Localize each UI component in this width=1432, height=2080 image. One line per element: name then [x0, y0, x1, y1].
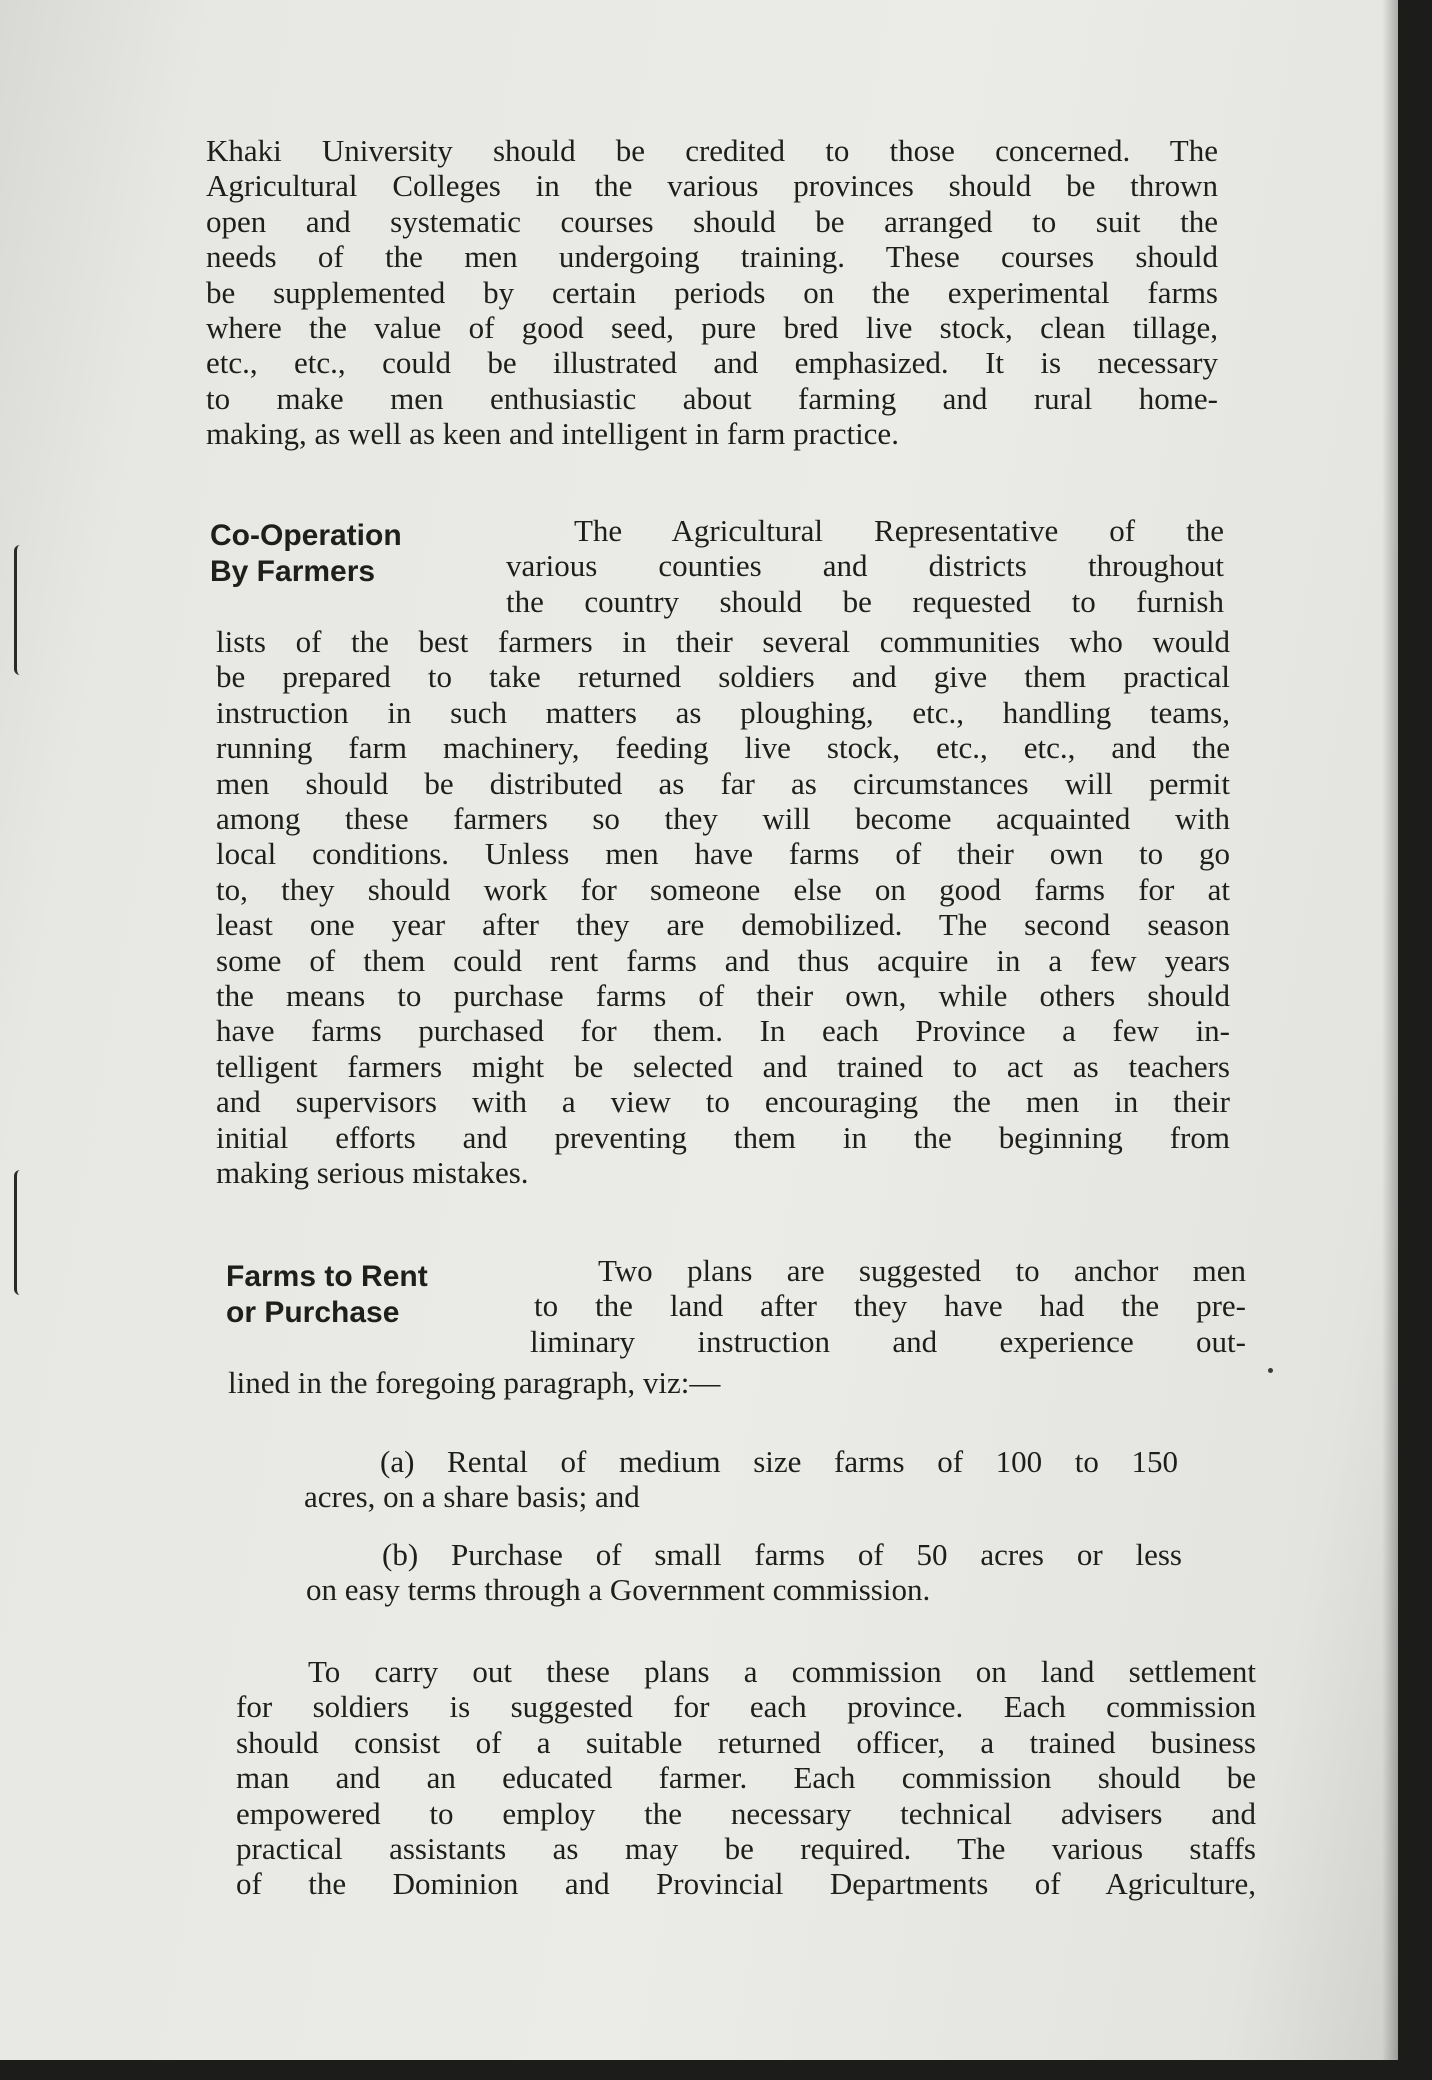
- text-line: local conditions. Unless men have farms of their own to go: [216, 836, 1230, 872]
- text-line: acres, on a share basis; and: [304, 1479, 640, 1515]
- text-line: Agricultural Colleges in the various provinces should be thrown: [206, 168, 1218, 204]
- text-line: empowered to employ the necessary technical advisers and: [236, 1795, 1256, 1831]
- text-line: to the land after they have had the pre-: [534, 1288, 1246, 1324]
- text-line: The Agricultural Representative of the: [574, 513, 1224, 548]
- text-line: of the Dominion and Provincial Departments of Agriculture,: [236, 1866, 1256, 1902]
- text-line: on easy terms through a Government commission.: [306, 1572, 931, 1608]
- binding-mark-bottom: [14, 1170, 27, 1295]
- text-line: be supplemented by certain periods on the experimental farms: [206, 274, 1218, 310]
- text-line: telligent farmers might be selected and trained to act as teachers: [216, 1048, 1230, 1084]
- text-line: where the value of good seed, pure bred live stock, clean tillage,: [206, 310, 1218, 346]
- text-line: liminary instruction and experience out-: [530, 1323, 1246, 1359]
- text-line: Two plans are suggested to anchor men: [598, 1253, 1246, 1288]
- text-line: running farm machinery, feeding live stock, etc., etc., and the: [216, 730, 1230, 766]
- text-line: etc., etc., could be illustrated and emphasized. It is necessary: [206, 345, 1218, 381]
- cooperation-indented-text: [506, 513, 1224, 619]
- text-line: (a) Rental of medium size farms of 100 to 150: [380, 1444, 1178, 1479]
- cooperation-paragraph: [216, 624, 1230, 1191]
- heading-line: Farms to Rent: [226, 1260, 428, 1293]
- text-line: various counties and districts throughout: [506, 548, 1224, 584]
- plan-a: [304, 1444, 1178, 1515]
- intro-paragraph: [206, 133, 1218, 452]
- farms-indented-text: [500, 1253, 1246, 1359]
- text-line: men should be distributed as far as circumstances will permit: [216, 765, 1230, 801]
- binding-mark-top: [14, 545, 27, 675]
- text-line: and supervisors with a view to encouraging the men in their: [216, 1084, 1230, 1120]
- section-heading-farms: [226, 1259, 428, 1331]
- text-line: Khaki University should be credited to those concerned. The: [206, 133, 1218, 168]
- text-line: To carry out these plans a commission on land settlement: [308, 1654, 1256, 1689]
- text-line: practical assistants as may be required. The various staffs: [236, 1831, 1256, 1867]
- farms-paragraph: [228, 1365, 1128, 1400]
- text-line: making, as well as keen and intelligent in farm practice.: [206, 416, 899, 452]
- speck-right: [1268, 1368, 1273, 1373]
- text-line: some of them could rent farms and thus acquire in a few years: [216, 942, 1230, 978]
- text-line: the country should be requested to furnish: [506, 583, 1224, 619]
- text-line: needs of the men undergoing training. These courses should: [206, 239, 1218, 275]
- text-line: lined in the foregoing paragraph, viz:—: [228, 1365, 721, 1400]
- page-edge-shadow: [1382, 0, 1398, 2060]
- text-line: have farms purchased for them. In each Province a few in-: [216, 1013, 1230, 1049]
- text-line: the means to purchase farms of their own, while others should: [216, 978, 1230, 1014]
- text-line: initial efforts and preventing them in the beginning from: [216, 1119, 1230, 1155]
- text-line: instruction in such matters as ploughing, etc., handling teams,: [216, 694, 1230, 730]
- closing-paragraph: [236, 1654, 1256, 1902]
- text-line: among these farmers so they will become acquainted with: [216, 801, 1230, 837]
- text-line: making serious mistakes.: [216, 1155, 529, 1191]
- text-line: to, they should work for someone else on good farms for at: [216, 871, 1230, 907]
- text-line: to make men enthusiastic about farming and rural home-: [206, 380, 1218, 416]
- text-line: should consist of a suitable returned officer, a trained business: [236, 1724, 1256, 1760]
- text-line: (b) Purchase of small farms of 50 acres or less: [382, 1537, 1182, 1572]
- text-line: man and an educated farmer. Each commission should be: [236, 1760, 1256, 1796]
- text-line: open and systematic courses should be arranged to suit the: [206, 203, 1218, 239]
- section-heading-cooperation: [210, 518, 402, 590]
- text-line: least one year after they are demobilized. The second season: [216, 907, 1230, 943]
- heading-line: By Farmers: [210, 555, 376, 588]
- heading-line: or Purchase: [226, 1296, 400, 1329]
- heading-line: Co-Operation: [210, 519, 402, 552]
- plan-b: [306, 1537, 1182, 1608]
- text-line: be prepared to take returned soldiers and give them practical: [216, 659, 1230, 695]
- text-line: lists of the best farmers in their several communities who would: [216, 624, 1230, 659]
- text-line: for soldiers is suggested for each province. Each commission: [236, 1689, 1256, 1725]
